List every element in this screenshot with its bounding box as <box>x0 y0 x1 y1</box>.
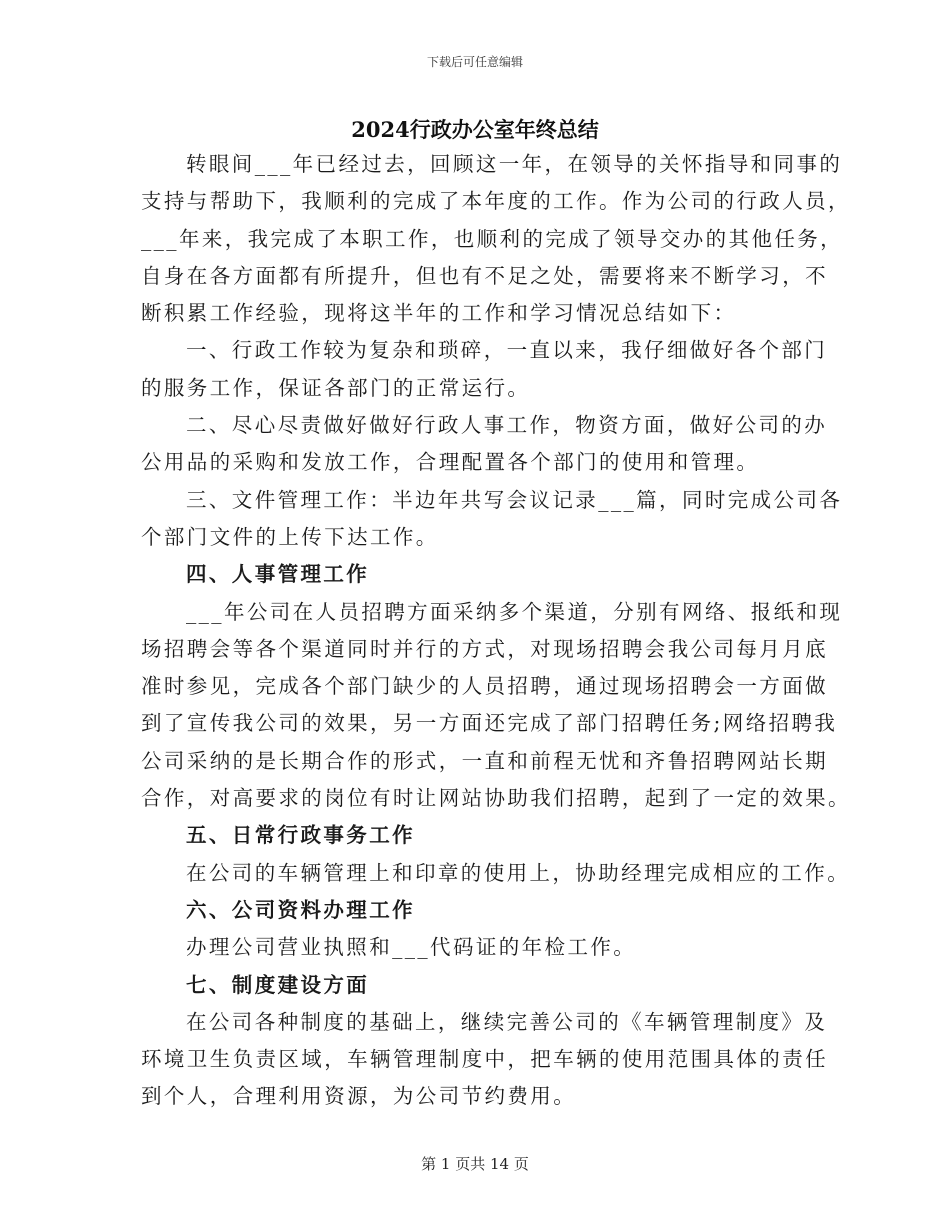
text-line: 支持与帮助下，我顺利的完成了本年度的工作。作为公司的行政人员， <box>141 189 851 214</box>
section-heading: 七、制度建设方面 <box>186 972 370 997</box>
text-line: 准时参见，完成各个部门缺少的人员招聘，通过现场招聘会一方面做 <box>141 674 828 699</box>
text-line: 的服务工作，保证各部门的正常运行。 <box>141 375 531 400</box>
text-line: 场招聘会等各个渠道同时并行的方式，对现场招聘会我公司每月月底 <box>141 636 828 661</box>
text-line: 二、尽心尽责做好做好行政人事工作，物资方面，做好公司的办 <box>186 413 828 438</box>
text-line: 在公司的车辆管理上和印章的使用上，协助经理完成相应的工作。 <box>186 860 851 885</box>
text-line: 合作，对高要求的岗位有时让网站协助我们招聘，起到了一定的效果。 <box>141 786 851 811</box>
text-line: 到了宣传我公司的效果，另一方面还完成了部门招聘任务;网络招聘我 <box>141 711 838 736</box>
text-line: 办理公司营业执照和___代码证的年检工作。 <box>186 935 637 960</box>
document-body <box>141 146 851 1116</box>
text-line: 三、文件管理工作：半边年共写会议记录___篇，同时完成公司各 <box>186 487 843 512</box>
document-title: 2024行政办公室年终总结 <box>351 117 599 142</box>
text-line: 在公司各种制度的基础上，继续完善公司的《车辆管理制度》及 <box>186 1009 828 1034</box>
text-line: 环境卫生负责区域，车辆管理制度中，把车辆的使用范围具体的责任 <box>141 1047 828 1072</box>
text-line: ___年来，我完成了本职工作，也顺利的完成了领导交办的其他任务， <box>141 226 844 251</box>
text-line: 断积累工作经验，现将这半年的工作和学习情况总结如下： <box>141 301 737 326</box>
text-line: 一、行政工作较为复杂和琐碎，一直以来，我仔细做好各个部门 <box>186 338 828 363</box>
text-line: 转眼间___年已经过去，回顾这一年，在领导的关怀指导和同事的 <box>186 152 843 176</box>
text-line: 个部门文件的上传下达工作。 <box>141 524 439 549</box>
text-line: 到个人，合理利用资源，为公司节约费用。 <box>141 1084 577 1109</box>
text-line: ___年公司在人员招聘方面采纳多个渠道，分别有网络、报纸和现 <box>186 599 843 624</box>
page-footer: 第 1 页共 14 页 <box>421 1155 529 1173</box>
text-line: 公司采纳的是长期合作的形式，一直和前程无忧和齐鲁招聘网站长期 <box>141 748 828 773</box>
text-line: 自身在各方面都有所提升，但也有不足之处，需要将来不断学习，不 <box>141 263 828 288</box>
page-header: 下载后可任意编辑 <box>426 55 523 69</box>
section-heading: 六、公司资料办理工作 <box>186 897 415 922</box>
section-heading: 五、日常行政事务工作 <box>186 823 415 848</box>
section-heading: 四、人事管理工作 <box>186 562 370 587</box>
text-line: 公用品的采购和发放工作，合理配置各个部门的使用和管理。 <box>141 450 760 475</box>
